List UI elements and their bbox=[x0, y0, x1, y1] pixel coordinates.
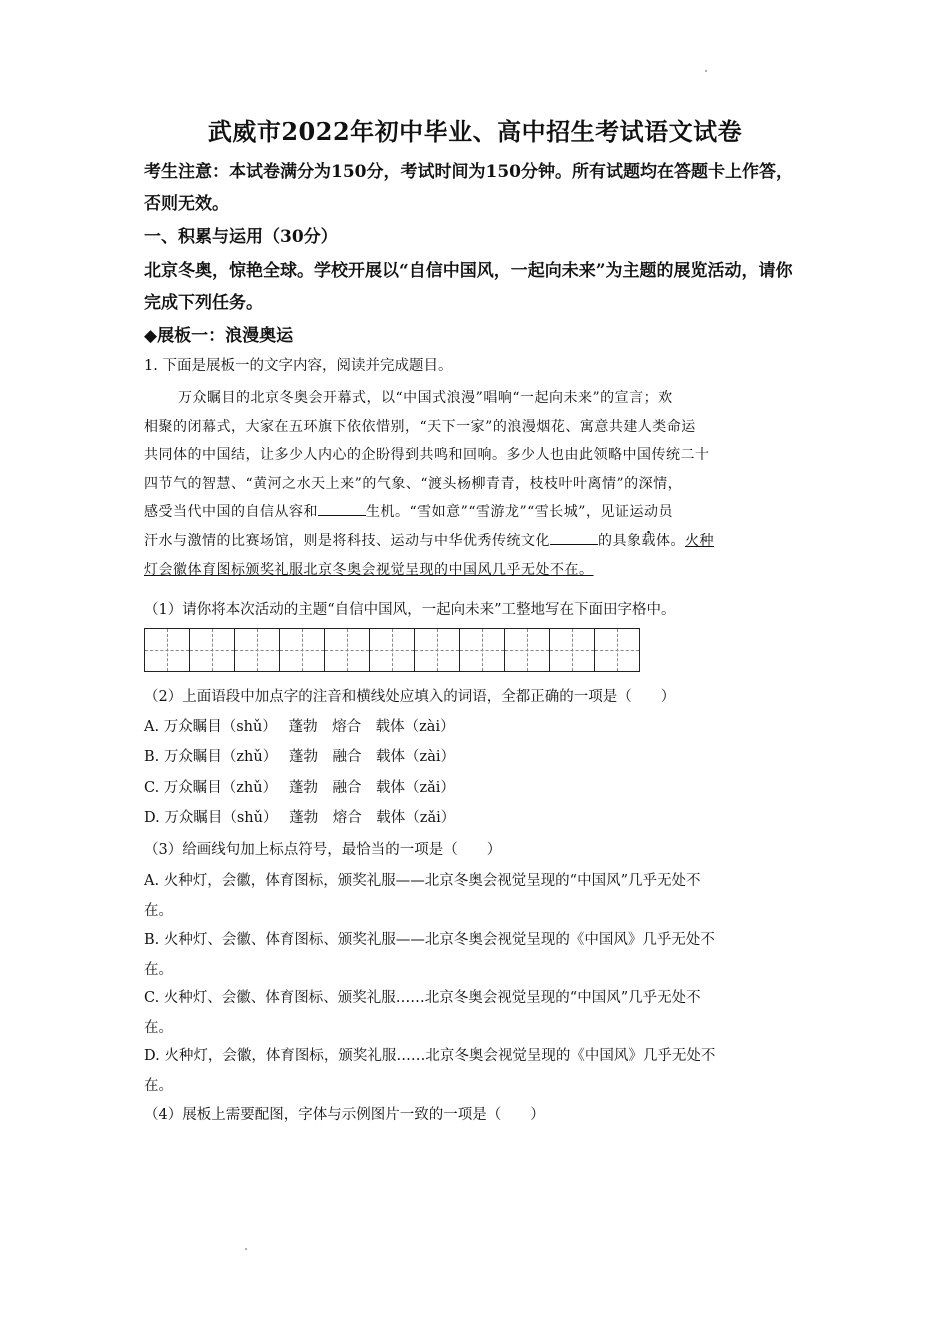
passage-line: 四节气的智慧、“黄河之水天上来”的气象、“渡头杨柳青青，枝枝叶叶离情”的深情， bbox=[144, 475, 683, 492]
exam-title: 武威市2022年初中毕业、高中招生考试语文试卷 bbox=[207, 117, 743, 146]
option-c[interactable] bbox=[144, 983, 806, 1043]
question-1-3: （3）给画线句加上标点符号，最恰当的一项是（ ） bbox=[144, 842, 502, 858]
question-1-1: （1）请你将本次活动的主题“自信中国风，一起向未来”工整地写在下面田字格中。 bbox=[144, 602, 676, 618]
passage-text: 的具象 bbox=[598, 532, 642, 549]
option-text: C. 火种灯、会徽、体育图标、颁奖礼服……北京冬奥会视觉呈现的“中国风”几乎无处不 bbox=[144, 990, 701, 1006]
option-text: 在。 bbox=[144, 903, 173, 919]
option-text: A. 火种灯，会徽，体育图标，颁奖礼服——北京冬奥会视觉呈现的“中国风”几乎无处不 bbox=[144, 873, 701, 889]
fill-blank bbox=[318, 501, 366, 516]
option-a[interactable] bbox=[144, 866, 806, 926]
passage-text: 万众瞩 bbox=[178, 390, 222, 406]
tianzige-grid[interactable] bbox=[144, 628, 640, 672]
option-d[interactable] bbox=[144, 1041, 806, 1101]
board-heading: ◆展板一：浪漫奥运 bbox=[144, 326, 294, 346]
passage-text: 体。 bbox=[656, 532, 685, 549]
grid-cell[interactable] bbox=[460, 628, 505, 672]
section-heading: 一、积累与运用（30分） bbox=[144, 227, 338, 247]
passage-line bbox=[144, 498, 806, 527]
grid-cell[interactable] bbox=[595, 628, 640, 672]
passage-text: 目的北京冬奥会开幕式，以“中国式浪漫”唱响“一起向未来”的宣言；欢 bbox=[221, 390, 673, 406]
grid-cell[interactable] bbox=[415, 628, 460, 672]
passage-text: 感受当代中国的自信从容和 bbox=[144, 504, 318, 521]
passage-line: 相聚的闭幕式，大家在五环旗下依依惜别，“天下一家”的浪漫烟花、寓意共建人类命运 bbox=[144, 418, 696, 435]
option-text: B. 火种灯、会徽、体育图标、颁奖礼服——北京冬奥会视觉呈现的《中国风》几乎无处不 bbox=[144, 932, 715, 948]
scan-dot bbox=[245, 1248, 247, 1250]
option-text: D. 火种灯，会徽，体育图标，颁奖礼服……北京冬奥会视觉呈现的《中国风》几乎无处不 bbox=[144, 1048, 716, 1064]
grid-cell[interactable] bbox=[145, 628, 190, 672]
grid-cell[interactable] bbox=[235, 628, 280, 672]
option-text: 在。 bbox=[144, 1078, 173, 1094]
passage-line bbox=[144, 527, 806, 556]
passage-line: 共同体的中国结，让多少人内心的企盼得到共鸣和回响。多少人也由此领略中国传统二十 bbox=[144, 447, 710, 464]
question-stem: 1. 下面是展板一的文字内容，阅读并完成题目。 bbox=[144, 358, 453, 374]
exam-notice: 考生注意：本试卷满分为150分，考试时间为150分钟。所有试题均在答题卡上作答，否则无效。 bbox=[144, 162, 793, 214]
option-d[interactable]: D. 万众瞩目（shǔ） 蓬勃 熔合 载体（zǎi） bbox=[144, 810, 456, 826]
passage-text: 汗水与激情的比赛场馆，则是将科技、运动与中华优秀传统文化 bbox=[144, 532, 550, 549]
option-text: 在。 bbox=[144, 962, 173, 978]
option-c[interactable]: C. 万众瞩目（zhǔ） 蓬勃 融合 载体（zǎi） bbox=[144, 780, 455, 796]
grid-cell[interactable] bbox=[370, 628, 415, 672]
option-a[interactable]: A. 万众瞩目（shǔ） 蓬勃 熔合 载体（zài） bbox=[144, 719, 455, 735]
underlined-sentence: 灯会徽体育图标颁奖礼服北京冬奥会视觉呈现的中国风几乎无处不在。 bbox=[144, 561, 594, 578]
underlined-sentence: 火种 bbox=[685, 532, 714, 549]
grid-cell[interactable] bbox=[505, 628, 550, 672]
scan-dot bbox=[705, 70, 707, 72]
dotted-char: 载 bbox=[641, 532, 656, 549]
reading-passage bbox=[144, 384, 806, 584]
grid-cell[interactable] bbox=[280, 628, 325, 672]
passage-line bbox=[144, 384, 806, 413]
option-b[interactable] bbox=[144, 925, 806, 985]
option-text: 在。 bbox=[144, 1020, 173, 1036]
fill-blank bbox=[550, 530, 598, 545]
passage-line bbox=[144, 556, 806, 585]
question-1-2: （2）上面语段中加点字的注音和横线处应填入的词语，全都正确的一项是（ ） bbox=[144, 689, 676, 705]
section-intro: 北京冬奥，惊艳全球。学校开展以“自信中国风，一起向未来”为主题的展览活动，请你完成下列任务。 bbox=[144, 261, 793, 313]
passage-text: 生机。“雪如意”“雪游龙”“雪长城”，见证运动员 bbox=[366, 504, 673, 521]
option-b[interactable]: B. 万众瞩目（zhǔ） 蓬勃 融合 载体（zài） bbox=[144, 749, 455, 765]
grid-cell[interactable] bbox=[190, 628, 235, 672]
grid-cell[interactable] bbox=[325, 628, 370, 672]
grid-cell[interactable] bbox=[550, 628, 595, 672]
question-1-4: （4）展板上需要配图，字体与示例图片一致的一项是（ ） bbox=[144, 1107, 545, 1123]
